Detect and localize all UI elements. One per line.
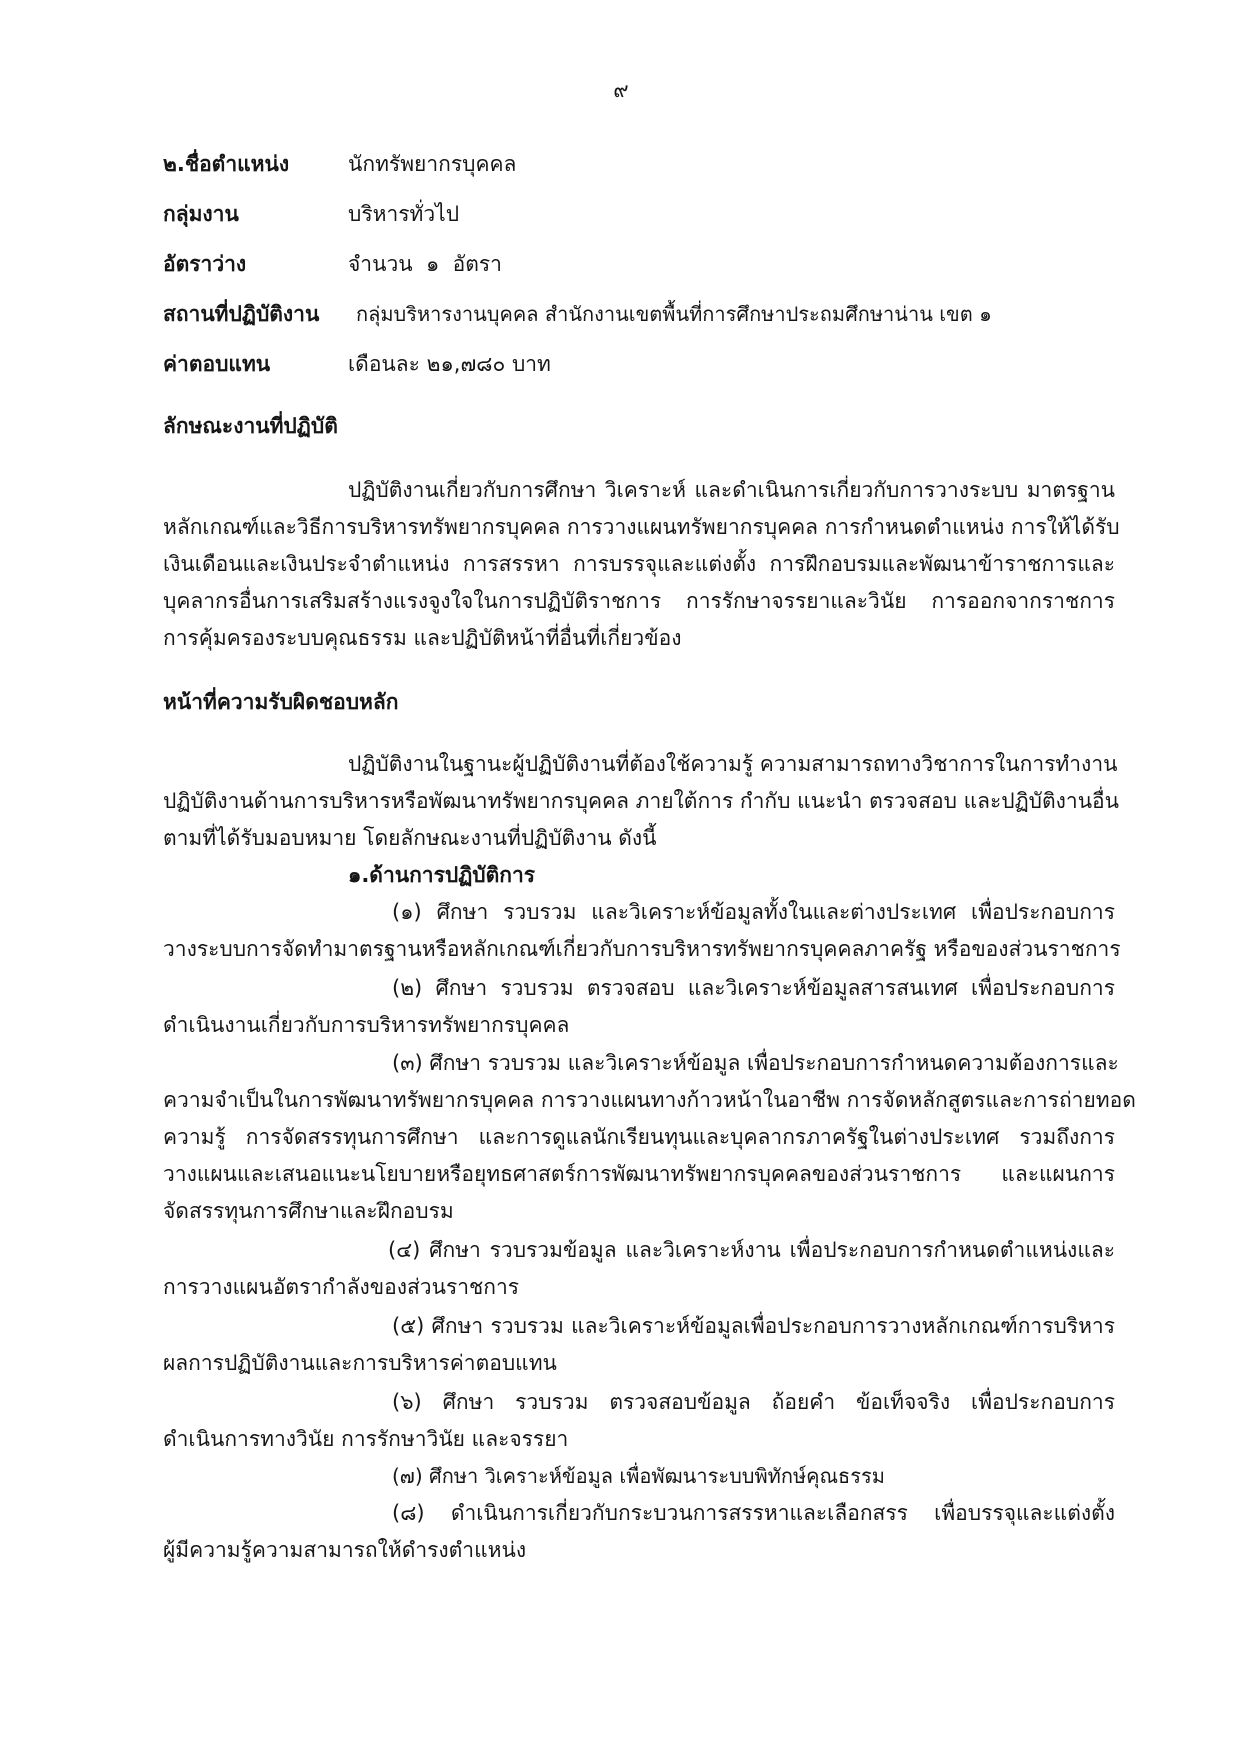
list-item: ดำเนินการทางวินัย การรักษาวินัย และจรรยา (163, 1427, 569, 1451)
list-item: (๓) ศึกษา รวบรวม และวิเคราะห์ข้อมูล เพื่อประกอบการกำหนดความต้องการและ (392, 1051, 1119, 1075)
workplace-label: สถานที่ปฏิบัติงาน (163, 302, 320, 326)
group-label: กลุ่มงาน (163, 202, 239, 226)
paragraph-line: ปฏิบัติงานในฐานะผู้ปฏิบัติงานที่ต้องใช้ความรู้ ความสามารถทางวิชาการในการทำงาน (348, 752, 1118, 776)
group-value: บริหารทั่วไป (348, 202, 460, 226)
position-label: ๒.ชื่อตำแหน่ง (163, 152, 290, 176)
list-item: วางระบบการจัดทำมาตรฐานหรือหลักเกณฑ์เกี่ยวกับการบริหารทรัพยากรบุคคลภาครัฐ หรือของส่วนราชการ (163, 937, 1121, 961)
section-heading-responsibilities: หน้าที่ความรับผิดชอบหลัก (163, 690, 399, 714)
paragraph-line: ตามที่ได้รับมอบหมาย โดยลักษณะงานที่ปฏิบัติงาน ดังนี้ (163, 826, 657, 850)
salary-value: เดือนละ ๒๑,๗๘๐ บาท (348, 352, 551, 376)
list-item: (๕) ศึกษา รวบรวม และวิเคราะห์ข้อมูลเพื่อประกอบการวางหลักเกณฑ์การบริหาร (392, 1314, 1115, 1338)
list-item: (๖) ศึกษา รวบรวม ตรวจสอบข้อมูล ถ้อยคำ ข้อเท็จจริง เพื่อประกอบการ (392, 1390, 1115, 1414)
paragraph-line: หลักเกณฑ์และวิธีการบริหารทรัพยากรบุคคล การวางแผนทรัพยากรบุคคล การกำหนดตำแหน่ง การให้ได้รับ (163, 515, 1120, 539)
section-heading-job-nature: ลักษณะงานที่ปฏิบัติ (163, 414, 338, 438)
list-item: (๔) ศึกษา รวบรวมข้อมูล และวิเคราะห์งาน เพื่อประกอบการกำหนดตำแหน่งและ (388, 1238, 1115, 1262)
workplace-value: กลุ่มบริหารงานบุคคล สำนักงานเขตพื้นที่การศึกษาประถมศึกษาน่าน เขต ๑ (356, 302, 992, 326)
list-item: ความรู้ การจัดสรรทุนการศึกษา และการดูแลนักเรียนทุนและบุคลากรภาครัฐในต่างประเทศ รวมถึงการ (163, 1125, 1115, 1149)
paragraph-line: เงินเดือนและเงินประจำตำแหน่ง การสรรหา การบรรจุและแต่งตั้ง การฝึกอบรมและพัฒนาข้าราชการและ (163, 552, 1115, 576)
paragraph-line: บุคลากรอื่นการเสริมสร้างแรงจูงใจในการปฏิบัติราชการ การรักษาจรรยาและวินัย การออกจากราชการ (163, 589, 1115, 613)
list-item: ผู้มีความรู้ความสามารถให้ดำรงตำแหน่ง (163, 1538, 527, 1562)
subheading-operations: ๑.ด้านการปฏิบัติการ (348, 863, 536, 887)
list-item: ความจำเป็นในการพัฒนาทรัพยากรบุคคล การวางแผนทางก้าวหน้าในอาชีพ การจัดหลักสูตรและการถ่ายทอด (163, 1088, 1136, 1112)
list-item: วางแผนและเสนอแนะนโยบายหรือยุทธศาสตร์การพัฒนาทรัพยากรบุคคลของส่วนราชการ และแผนการ (163, 1162, 1115, 1186)
list-item: ผลการปฏิบัติงานและการบริหารค่าตอบแทน (163, 1351, 557, 1375)
vacancy-label: อัตราว่าง (163, 252, 247, 276)
list-item: (๗) ศึกษา วิเคราะห์ข้อมูล เพื่อพัฒนาระบบพิทักษ์คุณธรรม (392, 1464, 885, 1488)
list-item: (๒) ศึกษา รวบรวม ตรวจสอบ และวิเคราะห์ข้อมูลสารสนเทศ เพื่อประกอบการ (392, 976, 1115, 1000)
paragraph-line: ปฏิบัติงานด้านการบริหารหรือพัฒนาทรัพยากรบุคคล ภายใต้การ กำกับ แนะนำ ตรวจสอบ และปฏิบัติงานอื่น (163, 789, 1120, 813)
page-number: ๙ (613, 78, 629, 102)
position-value: นักทรัพยากรบุคคล (348, 152, 517, 176)
list-item: ดำเนินงานเกี่ยวกับการบริหารทรัพยากรบุคคล (163, 1013, 570, 1037)
list-item: การวางแผนอัตรากำลังของส่วนราชการ (163, 1275, 520, 1299)
list-item: จัดสรรทุนการศึกษาและฝึกอบรม (163, 1199, 454, 1223)
vacancy-value: จำนวน ๑ อัตรา (348, 252, 502, 276)
paragraph-line: การคุ้มครองระบบคุณธรรม และปฏิบัติหน้าที่อื่นที่เกี่ยวข้อง (163, 626, 682, 650)
list-item: (๘) ดำเนินการเกี่ยวกับกระบวนการสรรหาและเลือกสรร เพื่อบรรจุและแต่งตั้ง (392, 1501, 1115, 1525)
paragraph-line: ปฏิบัติงานเกี่ยวกับการศึกษา วิเคราะห์ และดำเนินการเกี่ยวกับการวางระบบ มาตรฐาน (348, 478, 1115, 502)
salary-label: ค่าตอบแทน (163, 352, 271, 376)
list-item: (๑) ศึกษา รวบรวม และวิเคราะห์ข้อมูลทั้งในและต่างประเทศ เพื่อประกอบการ (392, 900, 1115, 924)
